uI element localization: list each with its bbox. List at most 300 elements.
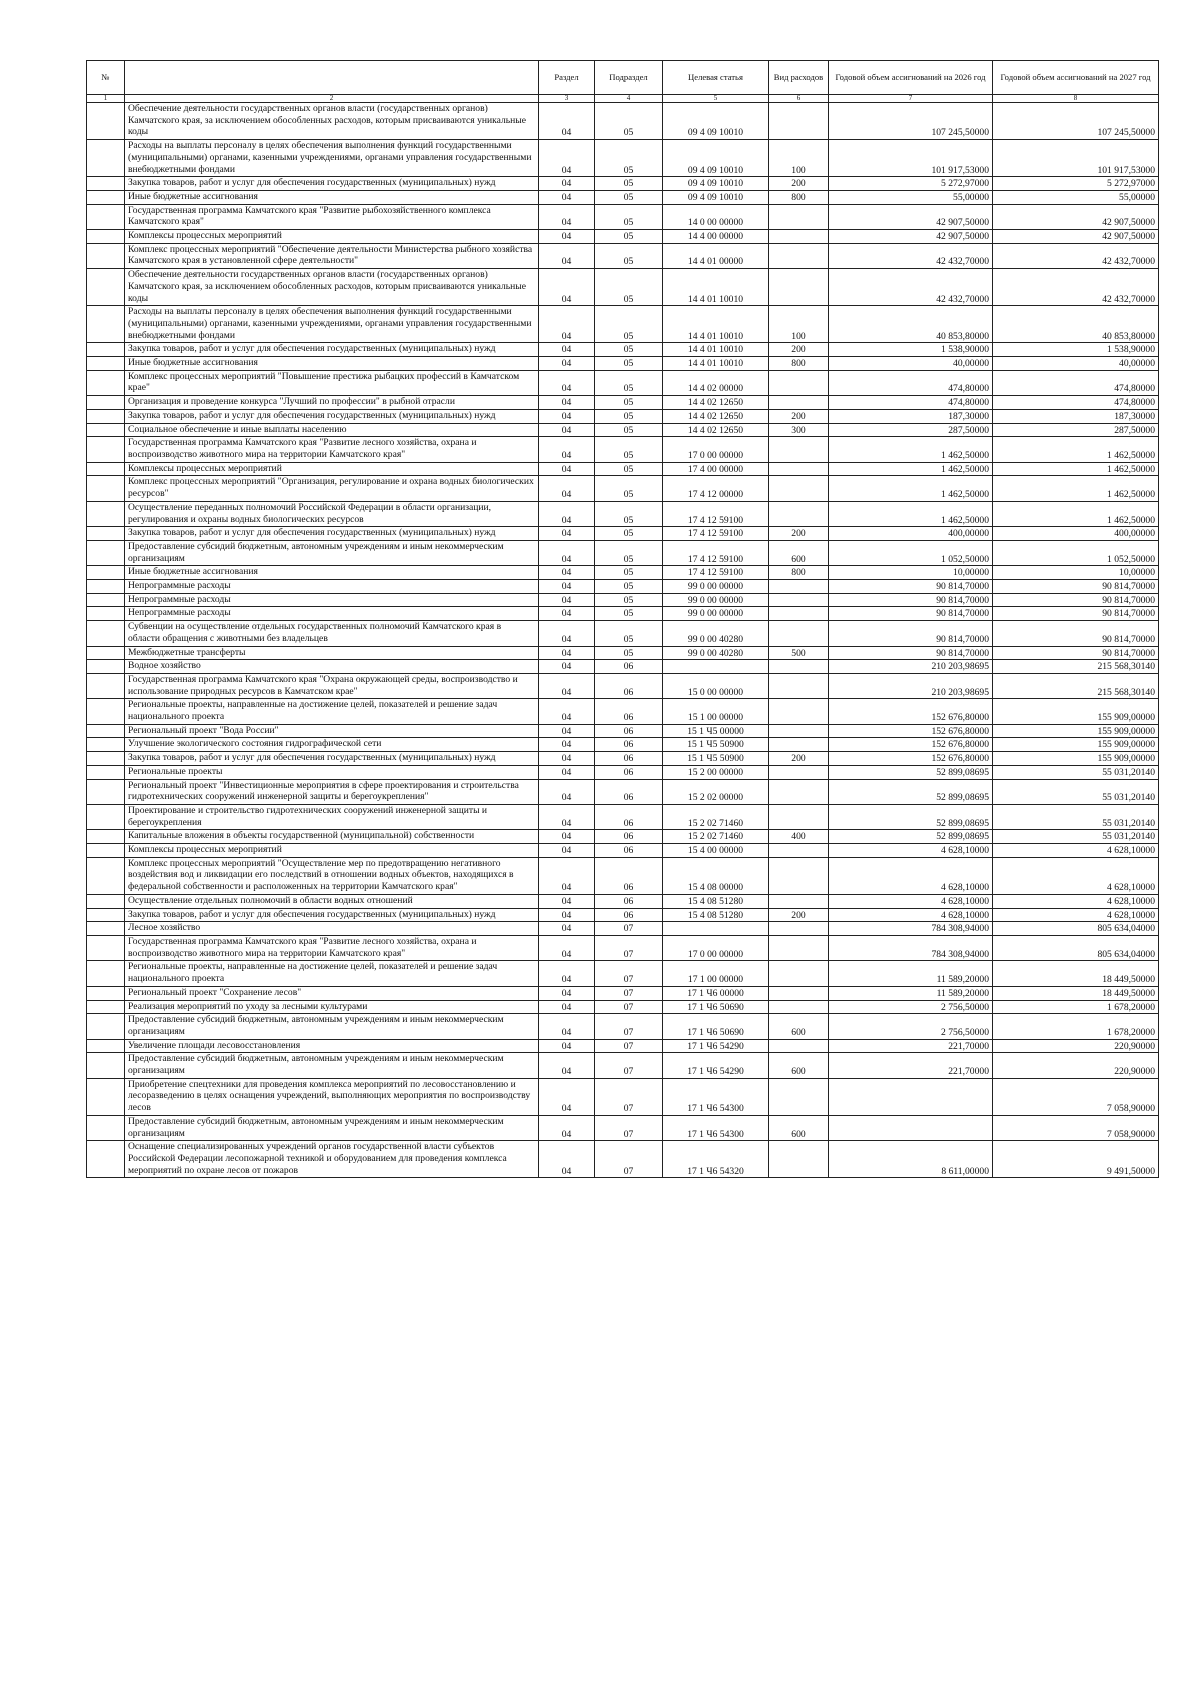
row-expense-type bbox=[769, 396, 829, 410]
row-number-cell bbox=[87, 501, 125, 526]
row-amount-2027: 55 031,20140 bbox=[993, 765, 1159, 779]
row-razdel: 04 bbox=[539, 306, 595, 343]
row-amount-2026: 1 462,50000 bbox=[829, 476, 993, 501]
row-razdel: 04 bbox=[539, 527, 595, 541]
row-target-article: 17 1 Ч6 50690 bbox=[663, 1014, 769, 1039]
row-podrazdel: 05 bbox=[595, 343, 663, 357]
row-podrazdel: 07 bbox=[595, 986, 663, 1000]
row-name: Государственная программа Камчатского края "Развитие рыбохозяйственного комплекса Камчатского края" bbox=[125, 204, 539, 229]
row-name: Непрограммные расходы bbox=[125, 593, 539, 607]
row-podrazdel: 06 bbox=[595, 894, 663, 908]
row-target-article bbox=[663, 922, 769, 936]
row-number-cell bbox=[87, 580, 125, 594]
row-number-cell bbox=[87, 306, 125, 343]
row-podrazdel: 05 bbox=[595, 370, 663, 395]
row-number-cell bbox=[87, 830, 125, 844]
row-razdel: 04 bbox=[539, 462, 595, 476]
row-razdel: 04 bbox=[539, 593, 595, 607]
row-razdel: 04 bbox=[539, 1078, 595, 1115]
row-amount-2027: 1 678,20000 bbox=[993, 1000, 1159, 1014]
row-name: Комплексы процессных мероприятий bbox=[125, 230, 539, 244]
row-amount-2026: 52 899,08695 bbox=[829, 779, 993, 804]
row-target-article: 14 4 01 10010 bbox=[663, 306, 769, 343]
row-amount-2027: 4 628,10000 bbox=[993, 857, 1159, 894]
table-row bbox=[87, 140, 1159, 177]
row-amount-2027: 155 909,00000 bbox=[993, 724, 1159, 738]
row-number-cell bbox=[87, 1039, 125, 1053]
table-row bbox=[87, 765, 1159, 779]
table-row bbox=[87, 343, 1159, 357]
row-podrazdel: 06 bbox=[595, 765, 663, 779]
row-razdel: 04 bbox=[539, 243, 595, 268]
row-name: Закупка товаров, работ и услуг для обеспечения государственных (муниципальных) нужд bbox=[125, 343, 539, 357]
row-target-article: 09 4 09 10010 bbox=[663, 190, 769, 204]
row-expense-type bbox=[769, 922, 829, 936]
row-number-cell bbox=[87, 738, 125, 752]
table-row bbox=[87, 779, 1159, 804]
row-amount-2027: 4 628,10000 bbox=[993, 908, 1159, 922]
row-name: Закупка товаров, работ и услуг для обеспечения государственных (муниципальных) нужд bbox=[125, 908, 539, 922]
row-podrazdel: 05 bbox=[595, 437, 663, 462]
row-podrazdel: 05 bbox=[595, 527, 663, 541]
row-number-cell bbox=[87, 230, 125, 244]
table-row bbox=[87, 607, 1159, 621]
table-row bbox=[87, 540, 1159, 565]
row-name: Предоставление субсидий бюджетным, автономным учреждениям и иным некоммерческим организациям bbox=[125, 1115, 539, 1140]
row-number-cell bbox=[87, 607, 125, 621]
row-expense-type bbox=[769, 857, 829, 894]
row-amount-2026 bbox=[829, 1115, 993, 1140]
row-name: Региональные проекты, направленные на достижение целей, показателей и решение задач национального проекта bbox=[125, 961, 539, 986]
row-target-article: 14 4 01 10010 bbox=[663, 269, 769, 306]
row-amount-2027: 187,30000 bbox=[993, 409, 1159, 423]
row-expense-type bbox=[769, 476, 829, 501]
column-number: 2 bbox=[125, 95, 539, 103]
row-expense-type: 800 bbox=[769, 357, 829, 371]
row-amount-2026: 11 589,20000 bbox=[829, 961, 993, 986]
row-name: Приобретение спецтехники для проведения комплекса мероприятий по лесовосстановлению и лесоразведению в целях оснащения учреждений, выполняющих мероприятия по воспроизводству лесов bbox=[125, 1078, 539, 1115]
row-amount-2026: 152 676,80000 bbox=[829, 699, 993, 724]
row-podrazdel: 07 bbox=[595, 922, 663, 936]
row-expense-type bbox=[769, 1000, 829, 1014]
row-razdel: 04 bbox=[539, 1000, 595, 1014]
row-amount-2026: 1 462,50000 bbox=[829, 462, 993, 476]
table-row bbox=[87, 306, 1159, 343]
row-expense-type bbox=[769, 593, 829, 607]
row-razdel: 04 bbox=[539, 621, 595, 646]
row-name: Предоставление субсидий бюджетным, автономным учреждениям и иным некоммерческим организациям bbox=[125, 1053, 539, 1078]
row-podrazdel: 06 bbox=[595, 738, 663, 752]
row-name: Комплексы процессных мероприятий bbox=[125, 462, 539, 476]
row-amount-2027: 1 462,50000 bbox=[993, 462, 1159, 476]
row-amount-2027: 55 031,20140 bbox=[993, 779, 1159, 804]
row-razdel: 04 bbox=[539, 343, 595, 357]
row-podrazdel: 07 bbox=[595, 1000, 663, 1014]
row-expense-type bbox=[769, 779, 829, 804]
row-podrazdel: 05 bbox=[595, 177, 663, 191]
table-row bbox=[87, 230, 1159, 244]
row-name: Государственная программа Камчатского края "Развитие лесного хозяйства, охрана и воспроизводство животного мира на территории Камчатского края" bbox=[125, 936, 539, 961]
row-number-cell bbox=[87, 1014, 125, 1039]
row-target-article bbox=[663, 660, 769, 674]
row-amount-2027: 1 538,90000 bbox=[993, 343, 1159, 357]
row-name: Расходы на выплаты персоналу в целях обеспечения выполнения функций государственными (муниципальными) органами, казенными учреждениями, органами управления государственными внебюджетными фондами bbox=[125, 306, 539, 343]
table-row bbox=[87, 660, 1159, 674]
row-expense-type: 600 bbox=[769, 1053, 829, 1078]
row-expense-type bbox=[769, 204, 829, 229]
row-amount-2027: 155 909,00000 bbox=[993, 752, 1159, 766]
row-number-cell bbox=[87, 343, 125, 357]
row-amount-2026: 90 814,70000 bbox=[829, 593, 993, 607]
row-amount-2026: 474,80000 bbox=[829, 370, 993, 395]
header-year-2026: Годовой объем ассигнований на 2026 год bbox=[829, 61, 993, 95]
row-amount-2026: 784 308,94000 bbox=[829, 936, 993, 961]
row-name: Комплекс процессных мероприятий "Обеспечение деятельности Министерства рыбного хозяйства Камчатского края в установленной сфере деятельности" bbox=[125, 243, 539, 268]
row-amount-2027: 9 491,50000 bbox=[993, 1141, 1159, 1178]
row-razdel: 04 bbox=[539, 230, 595, 244]
table-row bbox=[87, 1078, 1159, 1115]
table-row bbox=[87, 204, 1159, 229]
row-expense-type bbox=[769, 673, 829, 698]
row-amount-2027: 220,90000 bbox=[993, 1039, 1159, 1053]
row-razdel: 04 bbox=[539, 752, 595, 766]
row-name: Лесное хозяйство bbox=[125, 922, 539, 936]
row-expense-type: 200 bbox=[769, 177, 829, 191]
row-name: Улучшение экологического состояния гидрографической сети bbox=[125, 738, 539, 752]
row-expense-type: 100 bbox=[769, 140, 829, 177]
row-expense-type: 400 bbox=[769, 830, 829, 844]
row-number-cell bbox=[87, 1115, 125, 1140]
row-razdel: 04 bbox=[539, 566, 595, 580]
table-row bbox=[87, 580, 1159, 594]
row-name: Закупка товаров, работ и услуг для обеспечения государственных (муниципальных) нужд bbox=[125, 409, 539, 423]
row-podrazdel: 07 bbox=[595, 936, 663, 961]
column-number: 8 bbox=[993, 95, 1159, 103]
row-podrazdel: 06 bbox=[595, 673, 663, 698]
row-razdel: 04 bbox=[539, 1115, 595, 1140]
row-razdel: 04 bbox=[539, 580, 595, 594]
row-amount-2026: 90 814,70000 bbox=[829, 607, 993, 621]
table-row bbox=[87, 527, 1159, 541]
row-razdel: 04 bbox=[539, 908, 595, 922]
header-expense-type: Вид расходов bbox=[769, 61, 829, 95]
row-number-cell bbox=[87, 103, 125, 140]
table-row bbox=[87, 621, 1159, 646]
row-number-cell bbox=[87, 370, 125, 395]
row-podrazdel: 05 bbox=[595, 190, 663, 204]
row-target-article: 17 1 Ч6 54320 bbox=[663, 1141, 769, 1178]
row-podrazdel: 07 bbox=[595, 1078, 663, 1115]
row-name: Организация и проведение конкурса "Лучший по профессии" в рыбной отрасли bbox=[125, 396, 539, 410]
table-row bbox=[87, 804, 1159, 829]
row-amount-2026: 52 899,08695 bbox=[829, 804, 993, 829]
table-body bbox=[87, 103, 1159, 1178]
row-amount-2027: 42 907,50000 bbox=[993, 204, 1159, 229]
row-number-cell bbox=[87, 804, 125, 829]
row-target-article: 99 0 00 00000 bbox=[663, 580, 769, 594]
row-expense-type: 200 bbox=[769, 343, 829, 357]
row-razdel: 04 bbox=[539, 177, 595, 191]
row-amount-2026: 11 589,20000 bbox=[829, 986, 993, 1000]
row-amount-2026: 2 756,50000 bbox=[829, 1000, 993, 1014]
row-podrazdel: 05 bbox=[595, 566, 663, 580]
table-row bbox=[87, 462, 1159, 476]
row-razdel: 04 bbox=[539, 501, 595, 526]
row-amount-2026: 52 899,08695 bbox=[829, 830, 993, 844]
row-podrazdel: 06 bbox=[595, 908, 663, 922]
row-podrazdel: 06 bbox=[595, 699, 663, 724]
row-number-cell bbox=[87, 269, 125, 306]
row-number-cell bbox=[87, 986, 125, 1000]
row-number-cell bbox=[87, 752, 125, 766]
row-expense-type bbox=[769, 961, 829, 986]
row-amount-2026: 287,50000 bbox=[829, 423, 993, 437]
row-name: Расходы на выплаты персоналу в целях обеспечения выполнения функций государственными (муниципальными) органами, казенными учреждениями, органами управления государственными внебюджетными фондами bbox=[125, 140, 539, 177]
row-razdel: 04 bbox=[539, 857, 595, 894]
row-amount-2027: 474,80000 bbox=[993, 370, 1159, 395]
row-number-cell bbox=[87, 204, 125, 229]
row-target-article: 99 0 00 00000 bbox=[663, 607, 769, 621]
row-number-cell bbox=[87, 857, 125, 894]
row-name: Непрограммные расходы bbox=[125, 580, 539, 594]
row-target-article: 15 1 Ч5 50900 bbox=[663, 738, 769, 752]
table-row bbox=[87, 103, 1159, 140]
row-name: Государственная программа Камчатского края "Охрана окружающей среды, воспроизводство и использование природных ресурсов в Камчатском крае" bbox=[125, 673, 539, 698]
row-amount-2026: 187,30000 bbox=[829, 409, 993, 423]
row-number-cell bbox=[87, 1141, 125, 1178]
row-expense-type: 800 bbox=[769, 566, 829, 580]
row-razdel: 04 bbox=[539, 476, 595, 501]
row-podrazdel: 05 bbox=[595, 204, 663, 229]
row-number-cell bbox=[87, 961, 125, 986]
row-podrazdel: 05 bbox=[595, 646, 663, 660]
row-amount-2026: 101 917,53000 bbox=[829, 140, 993, 177]
row-expense-type bbox=[769, 1078, 829, 1115]
row-target-article: 17 0 00 00000 bbox=[663, 936, 769, 961]
row-amount-2027: 18 449,50000 bbox=[993, 986, 1159, 1000]
table-row bbox=[87, 936, 1159, 961]
row-number-cell bbox=[87, 423, 125, 437]
header-no: № bbox=[87, 61, 125, 95]
row-amount-2026: 221,70000 bbox=[829, 1039, 993, 1053]
row-target-article: 17 1 Ч6 54290 bbox=[663, 1039, 769, 1053]
table-row bbox=[87, 830, 1159, 844]
table-row bbox=[87, 673, 1159, 698]
row-target-article: 17 4 12 00000 bbox=[663, 476, 769, 501]
row-razdel: 04 bbox=[539, 1014, 595, 1039]
row-podrazdel: 05 bbox=[595, 306, 663, 343]
row-number-cell bbox=[87, 724, 125, 738]
row-razdel: 04 bbox=[539, 437, 595, 462]
table-row bbox=[87, 986, 1159, 1000]
table-row bbox=[87, 177, 1159, 191]
row-podrazdel: 06 bbox=[595, 724, 663, 738]
table-row bbox=[87, 409, 1159, 423]
row-expense-type bbox=[769, 738, 829, 752]
row-amount-2027: 4 628,10000 bbox=[993, 844, 1159, 858]
row-target-article: 17 4 12 59100 bbox=[663, 566, 769, 580]
row-podrazdel: 06 bbox=[595, 844, 663, 858]
row-amount-2026: 5 272,97000 bbox=[829, 177, 993, 191]
row-podrazdel: 06 bbox=[595, 857, 663, 894]
row-podrazdel: 05 bbox=[595, 621, 663, 646]
row-amount-2026: 2 756,50000 bbox=[829, 1014, 993, 1039]
row-name: Региональные проекты bbox=[125, 765, 539, 779]
row-razdel: 04 bbox=[539, 370, 595, 395]
row-number-cell bbox=[87, 699, 125, 724]
row-number-cell bbox=[87, 673, 125, 698]
row-target-article: 15 2 02 00000 bbox=[663, 779, 769, 804]
row-expense-type bbox=[769, 230, 829, 244]
row-number-cell bbox=[87, 1078, 125, 1115]
column-number: 7 bbox=[829, 95, 993, 103]
row-expense-type bbox=[769, 103, 829, 140]
row-expense-type: 300 bbox=[769, 423, 829, 437]
row-expense-type bbox=[769, 936, 829, 961]
row-podrazdel: 05 bbox=[595, 357, 663, 371]
table-row bbox=[87, 646, 1159, 660]
row-amount-2027: 1 052,50000 bbox=[993, 540, 1159, 565]
row-name: Комплекс процессных мероприятий "Повышение престижа рыбацких профессий в Камчатском крае" bbox=[125, 370, 539, 395]
row-target-article: 17 1 Ч6 50690 bbox=[663, 1000, 769, 1014]
row-amount-2026: 90 814,70000 bbox=[829, 580, 993, 594]
row-expense-type: 100 bbox=[769, 306, 829, 343]
row-amount-2027: 474,80000 bbox=[993, 396, 1159, 410]
table-row bbox=[87, 1014, 1159, 1039]
row-podrazdel: 05 bbox=[595, 476, 663, 501]
row-podrazdel: 05 bbox=[595, 409, 663, 423]
row-amount-2026: 90 814,70000 bbox=[829, 646, 993, 660]
row-target-article: 17 0 00 00000 bbox=[663, 437, 769, 462]
row-target-article: 99 0 00 00000 bbox=[663, 593, 769, 607]
row-podrazdel: 05 bbox=[595, 540, 663, 565]
row-amount-2027: 42 432,70000 bbox=[993, 269, 1159, 306]
row-podrazdel: 06 bbox=[595, 779, 663, 804]
row-expense-type: 200 bbox=[769, 409, 829, 423]
row-expense-type bbox=[769, 894, 829, 908]
row-target-article: 14 4 02 12650 bbox=[663, 396, 769, 410]
row-amount-2027: 18 449,50000 bbox=[993, 961, 1159, 986]
row-expense-type bbox=[769, 269, 829, 306]
budget-table-sheet bbox=[86, 60, 1158, 1178]
row-amount-2026: 152 676,80000 bbox=[829, 752, 993, 766]
row-target-article: 15 0 00 00000 bbox=[663, 673, 769, 698]
row-target-article: 14 4 02 12650 bbox=[663, 423, 769, 437]
row-expense-type: 800 bbox=[769, 190, 829, 204]
row-razdel: 04 bbox=[539, 936, 595, 961]
row-expense-type bbox=[769, 607, 829, 621]
row-name: Водное хозяйство bbox=[125, 660, 539, 674]
row-number-cell bbox=[87, 357, 125, 371]
row-amount-2027: 4 628,10000 bbox=[993, 894, 1159, 908]
table-row bbox=[87, 922, 1159, 936]
row-razdel: 04 bbox=[539, 103, 595, 140]
row-podrazdel: 05 bbox=[595, 501, 663, 526]
table-row bbox=[87, 752, 1159, 766]
row-number-cell bbox=[87, 593, 125, 607]
row-name: Проектирование и строительство гидротехнических сооружений инженерной защиты и берегоукрепления bbox=[125, 804, 539, 829]
row-amount-2026: 42 907,50000 bbox=[829, 204, 993, 229]
row-target-article: 17 1 Ч6 54300 bbox=[663, 1115, 769, 1140]
table-row bbox=[87, 190, 1159, 204]
row-amount-2027: 400,00000 bbox=[993, 527, 1159, 541]
row-amount-2027: 805 634,04000 bbox=[993, 936, 1159, 961]
row-razdel: 04 bbox=[539, 660, 595, 674]
row-razdel: 04 bbox=[539, 409, 595, 423]
row-expense-type: 200 bbox=[769, 527, 829, 541]
row-amount-2027: 5 272,97000 bbox=[993, 177, 1159, 191]
row-expense-type bbox=[769, 437, 829, 462]
row-target-article: 15 1 Ч5 00000 bbox=[663, 724, 769, 738]
row-expense-type bbox=[769, 1039, 829, 1053]
row-target-article: 15 4 08 51280 bbox=[663, 908, 769, 922]
row-amount-2026: 90 814,70000 bbox=[829, 621, 993, 646]
row-target-article: 15 2 02 71460 bbox=[663, 804, 769, 829]
row-razdel: 04 bbox=[539, 646, 595, 660]
row-podrazdel: 05 bbox=[595, 269, 663, 306]
row-podrazdel: 05 bbox=[595, 230, 663, 244]
table-row bbox=[87, 566, 1159, 580]
row-amount-2027: 220,90000 bbox=[993, 1053, 1159, 1078]
row-name: Комплекс процессных мероприятий "Осуществление мер по предотвращению негативного воздействия вод и ликвидации его последствий в отношении водных объектов, находящихся в федеральной собственности и расположенных на территории Камчатского края" bbox=[125, 857, 539, 894]
row-amount-2027: 55 031,20140 bbox=[993, 804, 1159, 829]
table-row bbox=[87, 1053, 1159, 1078]
row-number-cell bbox=[87, 396, 125, 410]
row-target-article: 15 4 08 51280 bbox=[663, 894, 769, 908]
row-amount-2027: 90 814,70000 bbox=[993, 646, 1159, 660]
row-name: Капитальные вложения в объекты государственной (муниципальной) собственности bbox=[125, 830, 539, 844]
row-amount-2026: 221,70000 bbox=[829, 1053, 993, 1078]
row-target-article: 15 2 00 00000 bbox=[663, 765, 769, 779]
row-amount-2027: 7 058,90000 bbox=[993, 1078, 1159, 1115]
row-target-article: 09 4 09 10010 bbox=[663, 140, 769, 177]
row-razdel: 04 bbox=[539, 724, 595, 738]
table-row bbox=[87, 908, 1159, 922]
row-target-article: 17 1 Ч6 54300 bbox=[663, 1078, 769, 1115]
column-number: 5 bbox=[663, 95, 769, 103]
table-row bbox=[87, 724, 1159, 738]
row-podrazdel: 07 bbox=[595, 961, 663, 986]
row-razdel: 04 bbox=[539, 396, 595, 410]
row-amount-2027: 90 814,70000 bbox=[993, 593, 1159, 607]
row-expense-type bbox=[769, 660, 829, 674]
row-amount-2027: 90 814,70000 bbox=[993, 621, 1159, 646]
table-row bbox=[87, 243, 1159, 268]
table-row bbox=[87, 1039, 1159, 1053]
table-row bbox=[87, 894, 1159, 908]
row-expense-type bbox=[769, 580, 829, 594]
row-target-article: 17 1 Ч6 00000 bbox=[663, 986, 769, 1000]
row-podrazdel: 05 bbox=[595, 462, 663, 476]
row-target-article: 99 0 00 40280 bbox=[663, 621, 769, 646]
row-target-article: 14 4 01 00000 bbox=[663, 243, 769, 268]
row-name: Предоставление субсидий бюджетным, автономным учреждениям и иным некоммерческим организациям bbox=[125, 1014, 539, 1039]
row-number-cell bbox=[87, 621, 125, 646]
row-name: Иные бюджетные ассигнования bbox=[125, 357, 539, 371]
row-podrazdel: 05 bbox=[595, 580, 663, 594]
row-name: Иные бюджетные ассигнования bbox=[125, 190, 539, 204]
row-target-article: 17 4 00 00000 bbox=[663, 462, 769, 476]
row-target-article: 14 4 00 00000 bbox=[663, 230, 769, 244]
row-amount-2027: 1 462,50000 bbox=[993, 476, 1159, 501]
row-number-cell bbox=[87, 476, 125, 501]
row-razdel: 04 bbox=[539, 922, 595, 936]
table-row bbox=[87, 961, 1159, 986]
row-number-cell bbox=[87, 462, 125, 476]
row-name: Обеспечение деятельности государственных органов власти (государственных органов) Камчатского края, за исключением обособленных расходов, которым присваиваются уникальные коды bbox=[125, 103, 539, 140]
row-amount-2026: 4 628,10000 bbox=[829, 908, 993, 922]
row-amount-2027: 1 462,50000 bbox=[993, 501, 1159, 526]
